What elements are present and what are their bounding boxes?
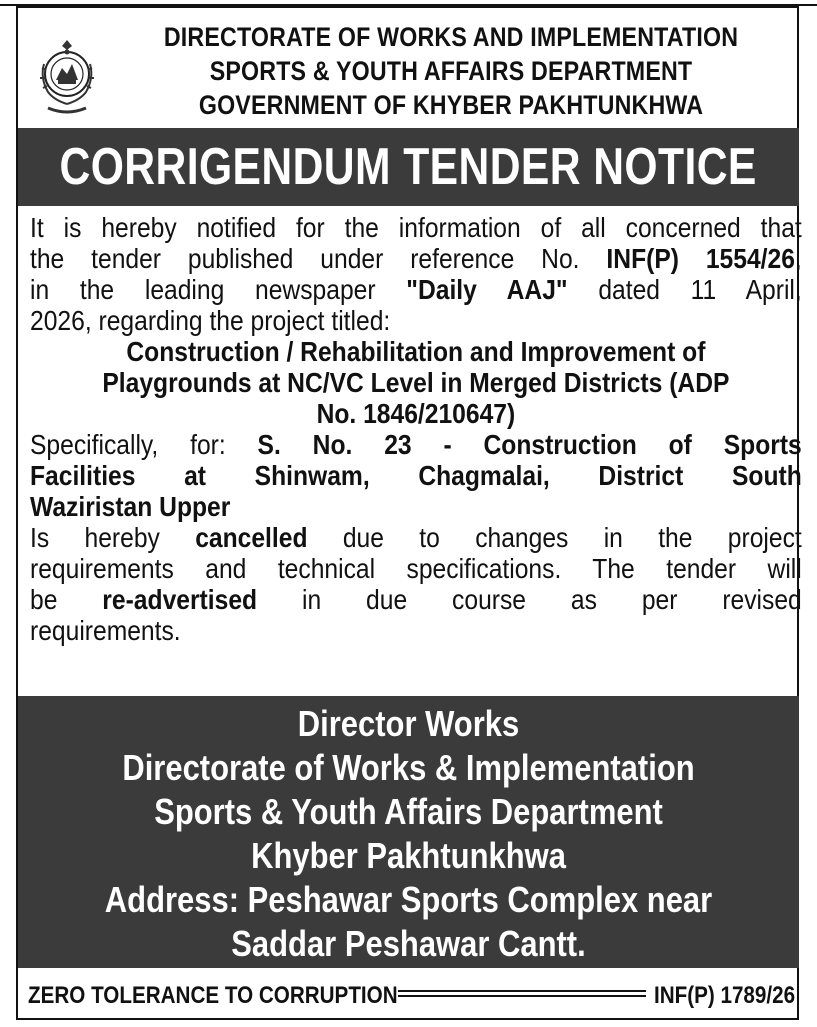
notice-line-1: It is hereby notified for the information of all concerned that	[30, 212, 802, 243]
cancel-line-2: requirements and technical specifications. The tender will	[30, 553, 802, 584]
divider-rule-bottom	[398, 995, 646, 997]
cancelled-word: cancelled	[195, 522, 308, 553]
newspaper-name: "Daily AAJ"	[406, 274, 568, 305]
government-emblem-icon	[34, 34, 100, 116]
spec-line-2: Facilities at Shinwam, Chagmalai, District South	[30, 460, 802, 491]
cancel-line-1: Is hereby cancelled due to changes in the project	[30, 522, 802, 553]
notice-line-4: 2026, regarding the project titled:	[30, 305, 391, 336]
slogan: ZERO TOLERANCE TO CORRUPTION	[28, 982, 398, 1009]
spec-line-3: Waziristan Upper	[30, 491, 231, 522]
project-title-line-2: Playgrounds at NC/VC Level in Merged Districts (ADP	[102, 367, 730, 398]
project-title-line-1: Construction / Rehabilitation and Improvement of	[126, 336, 706, 367]
footer-line-3: Sports & Youth Affairs Department	[154, 791, 663, 832]
reference-number: INF(P) 1554/26	[606, 243, 795, 274]
header-line-1: DIRECTORATE OF WORKS AND IMPLEMENTATION	[163, 22, 739, 52]
readvertised-word: re-advertised	[102, 584, 258, 615]
title-bar	[18, 128, 799, 206]
notice-line-2: the tender published under reference No. INF(P) 1554/26,	[30, 243, 802, 274]
cancel-line-4: requirements.	[30, 615, 181, 646]
signature-block	[18, 696, 799, 968]
project-title-line-3: No. 1846/210647)	[316, 398, 516, 429]
footer-line-1: Director Works	[297, 703, 520, 744]
header-line-2: SPORTS & YOUTH AFFAIRS DEPARTMENT	[209, 56, 693, 86]
notice-body	[30, 212, 802, 646]
header-text	[154, 20, 747, 122]
footer-line-2: Directorate of Works & Implementation	[122, 747, 695, 788]
footer-line-4: Khyber Pakhtunkhwa	[251, 835, 566, 876]
header	[18, 18, 799, 126]
bottom-strip	[18, 972, 799, 1016]
cancel-line-3: be re-advertised in due course as per revised	[30, 584, 802, 615]
footer-line-6: Saddar Peshawar Cantt.	[231, 923, 586, 964]
page-title: CORRIGENDUM TENDER NOTICE	[59, 138, 758, 196]
header-line-3: GOVERNMENT OF KHYBER PAKHTUNKHWA	[198, 90, 704, 120]
footer-line-5: Address: Peshawar Sports Complex near	[104, 879, 713, 920]
inf-reference: INF(P) 1789/26	[653, 982, 795, 1009]
notice-line-3: in the leading newspaper "Daily AAJ" dated 11 April,	[30, 274, 802, 305]
spec-line-1: Specifically, for: S. No. 23 - Construction of Sports	[30, 429, 802, 460]
divider-rule-top	[398, 990, 646, 992]
